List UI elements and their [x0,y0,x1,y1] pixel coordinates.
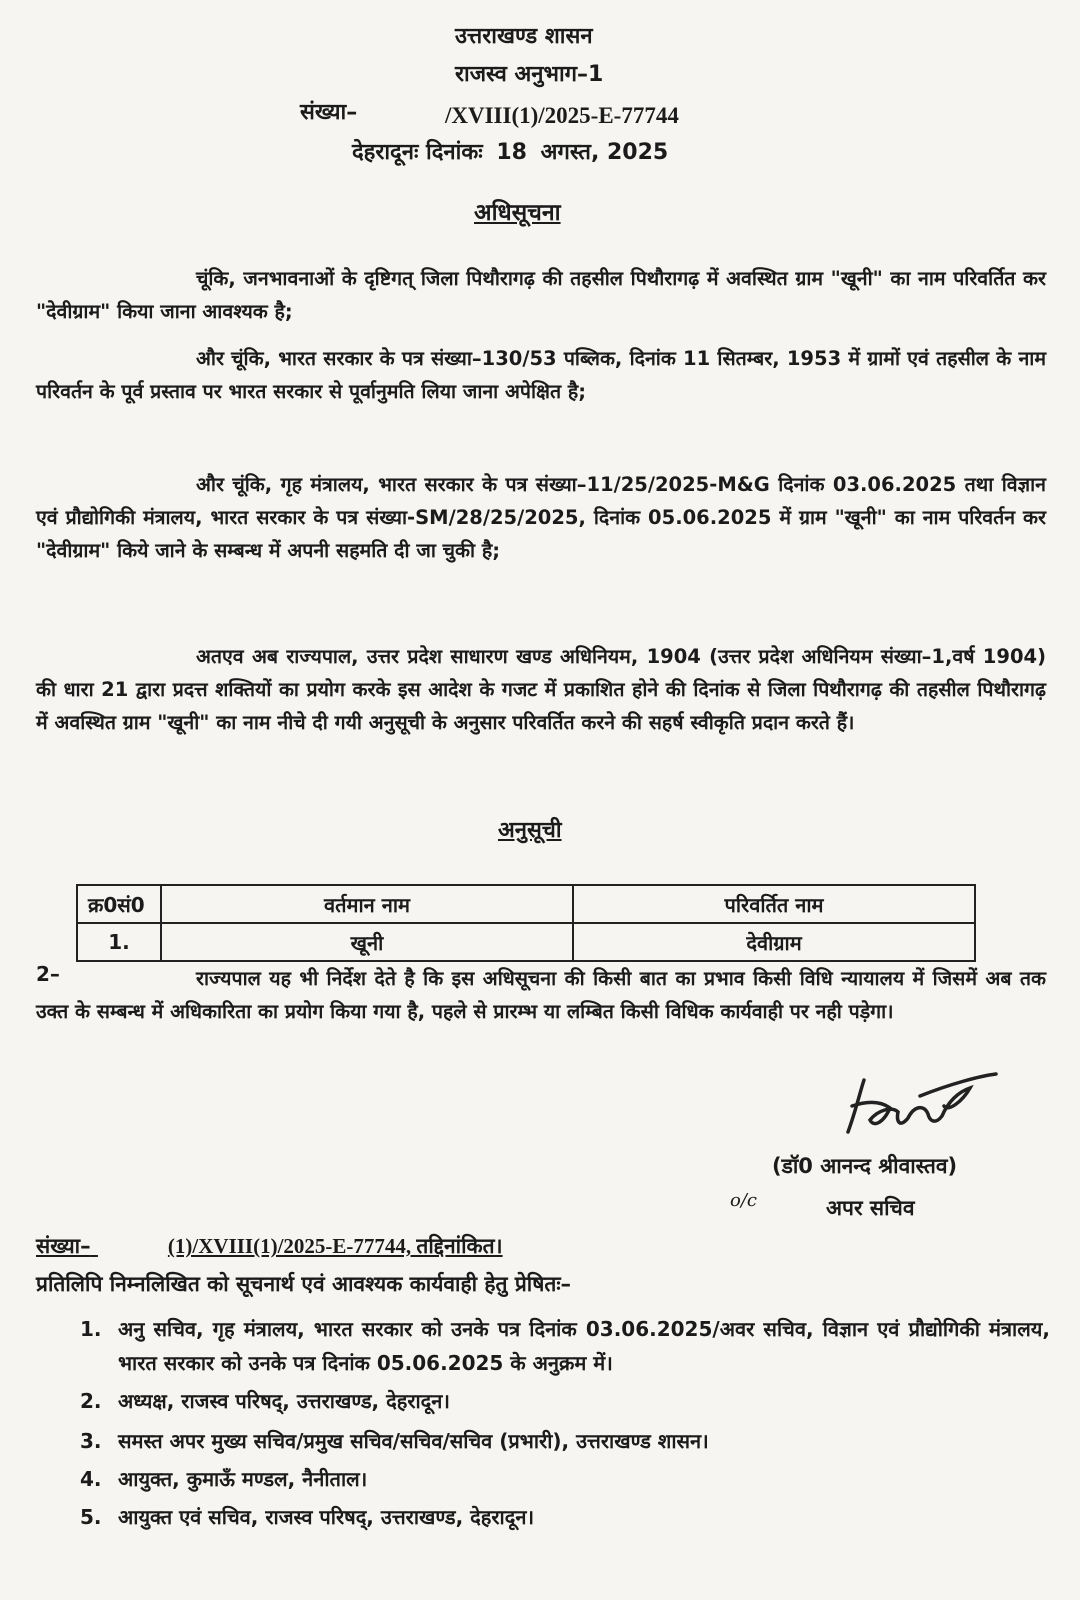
date-line [352,142,668,164]
number-label: संख्या– [300,100,358,125]
column-header-serial: क्र0सं0 [77,885,161,923]
list-item-number: 3. [80,1429,102,1453]
government-name: उत्तराखण्ड शासन [455,24,593,49]
copy-number-line [36,1232,676,1260]
clause-2-text: राज्यपाल यह भी निर्देश देते है कि इस अधिसूचना की किसी बात का प्रभाव किसी विधि न्यायालय में जिसमें अब तक उक्त के सम्बन्ध में अधिकारिता का प्रयोग किया गया है, पहले से प्रारम्भ या लम्बित किसी विधिक कार्यवाही पर नही पड़ेगा। [36,967,1046,1023]
schedule-table [76,884,976,962]
date-rest: अगस्त, 2025 [540,140,669,165]
paragraph-3: और चूंकि, गृह मंत्रालय, भारत सरकार के पत्र संख्या–11/25/2025-M&G दिनांक 03.06.2025 तथा विज्ञान एवं प्रौद्योगिकी मंत्रालय, भारत सरकार के पत्र संख्या-SM/28/25/2025, दिनांक 05.06.2025 में ग्राम "खूनी" का नाम परिवर्तन कर "देवीग्राम" किये जाने के सम्बन्ध में अपनी सहमति दी जा चुकी है; [36,473,1046,562]
place-date-label: देहरादूनः दिनांकः [352,140,483,165]
list-item-text: अध्यक्ष, राजस्व परिषद्, उत्तराखण्ड, देहरादून। [118,1389,450,1413]
date-day: 18 [496,140,527,165]
section-name: राजस्व अनुभाग–1 [455,62,604,87]
cell-serial: 1. [77,923,161,961]
cell-current-name: खूनी [161,923,573,961]
list-item-number: 5. [80,1505,102,1529]
paragraph-1: चूंकि, जनभावनाओं के दृष्टिगत् जिला पिथौरागढ़ की तहसील पिथौरागढ़ में अवस्थित ग्राम "खूनी" का नाम परिवर्तित कर "देवीग्राम" किया जाना आवश्यक है; [36,267,1046,323]
list-item [80,1500,1050,1534]
list-item [80,1424,1050,1458]
copy-intro: प्रतिलिपि निम्नलिखित को सूचनार्थ एवं आवश्यक कार्यवाही हेतु प्रेषितः– [36,1272,572,1296]
document-title: अधिसूचना [474,200,561,226]
copy-number-label: संख्या– [36,1234,91,1258]
signatory-name: (डॉ0 आनन्द श्रीवास्तव) [772,1154,958,1178]
clause-2-number: 2– [36,962,60,986]
schedule-title: अनुसूची [498,818,562,843]
list-item [80,1312,1050,1380]
list-item-number: 2. [80,1389,102,1413]
oc-mark: o/c [730,1190,757,1211]
cell-changed-name: देवीग्राम [573,923,975,961]
list-item [80,1462,1050,1496]
column-header-current-name: वर्तमान नाम [161,885,573,923]
list-item-number: 4. [80,1467,102,1491]
list-item-text: समस्त अपर मुख्य सचिव/प्रमुख सचिव/सचिव/सचिव (प्रभारी), उत्तराखण्ड शासन। [118,1429,709,1453]
signature-image [830,1062,1010,1152]
list-item-text: अनु सचिव, गृह मंत्रालय, भारत सरकार को उनके पत्र दिनांक 03.06.2025/अवर सचिव, विज्ञान एवं प्रौद्योगिकी मंत्रालय, भारत सरकार को उनके पत्र दिनांक 05.06.2025 के अनुक्रम में। [118,1317,1050,1375]
table-header-row [77,885,975,923]
copy-number-value: (1)/XVIII(1)/2025-E-77744, तद्दिनांकित। [167,1234,503,1258]
column-header-changed-name: परिवर्तित नाम [573,885,975,923]
list-item-number: 1. [80,1317,102,1341]
table-row [77,923,975,961]
number-value: /XVIII(1)/2025-E-77744 [445,103,679,128]
paragraph-2: और चूंकि, भारत सरकार के पत्र संख्या–130/53 पब्लिक, दिनांक 11 सितम्बर, 1953 में ग्रामों एवं तहसील के नाम परिवर्तन के पूर्व प्रस्ताव पर भारत सरकार से पूर्वानुमति लिया जाना अपेक्षित है; [36,347,1046,403]
list-item-text: आयुक्त एवं सचिव, राजस्व परिषद्, उत्तराखण्ड, देहरादून। [118,1505,535,1529]
paragraph-4: अतएव अब राज्यपाल, उत्तर प्रदेश साधारण खण्ड अधिनियम, 1904 (उत्तर प्रदेश अधिनियम संख्या–1,वर्ष 1904) की धारा 21 द्वारा प्रदत्त शक्तियों का प्रयोग करके इस आदेश के गजट में प्रकाशित होने की दिनांक से जिला पिथौरागढ़ की तहसील पिथौरागढ़ में अवस्थित ग्राम "खूनी" का नाम नीचे दी गयी अनुसूची के अनुसार परिवर्तित करने की सहर्ष स्वीकृति प्रदान करते हैं। [36,645,1046,734]
signatory-designation: अपर सचिव [826,1196,915,1220]
list-item-text: आयुक्त, कुमाऊँ मण्डल, नैनीताल। [118,1467,368,1491]
list-item [80,1384,1050,1418]
